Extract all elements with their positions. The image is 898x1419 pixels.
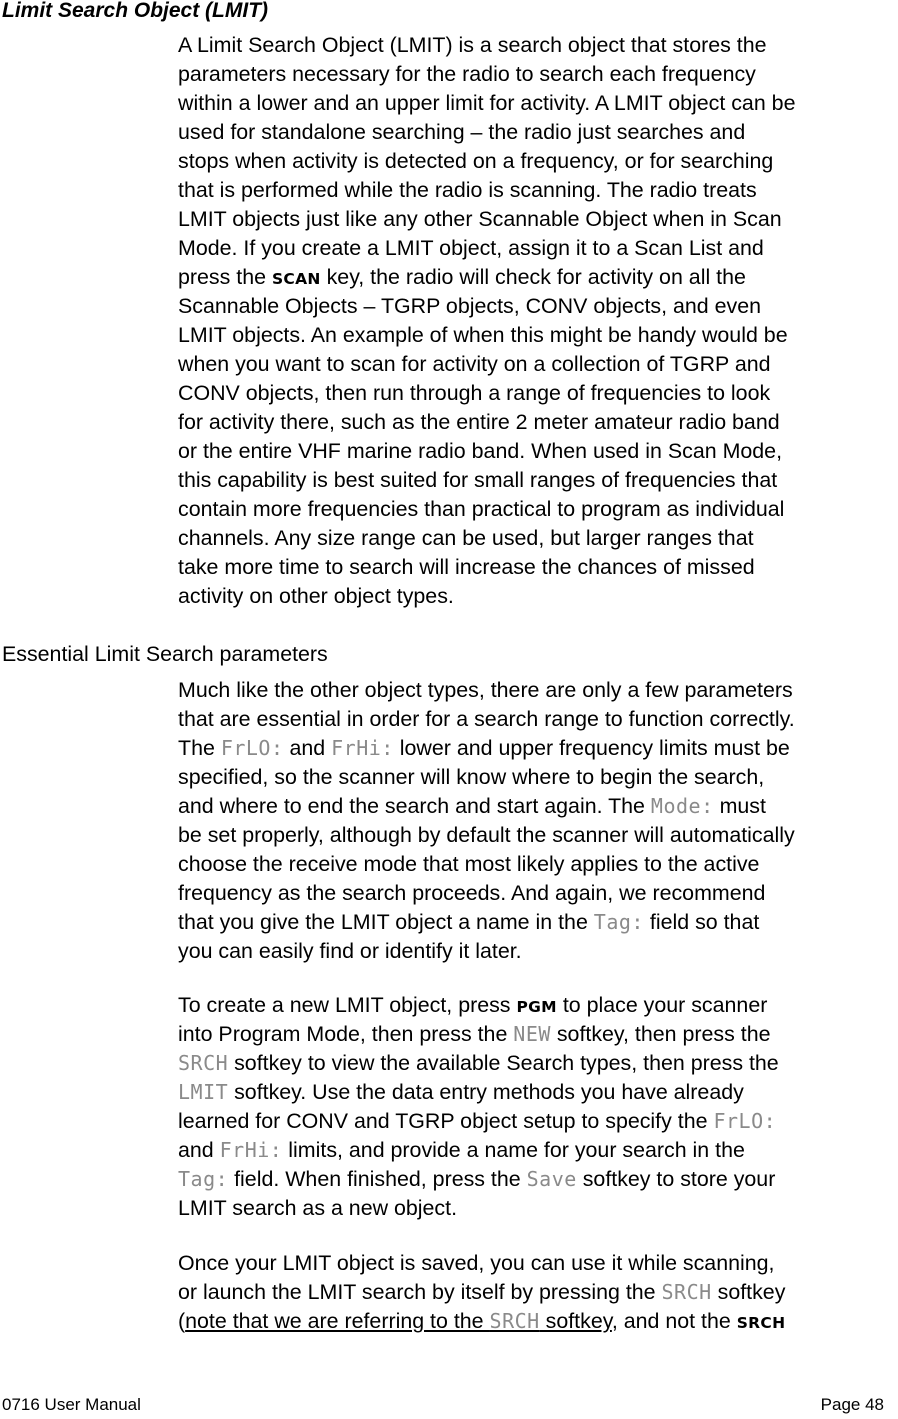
text-run: To create a new LMIT object, press [178, 993, 517, 1017]
mode-field-label: Mode: [650, 794, 714, 818]
lmit-softkey-label: LMIT [178, 1080, 229, 1104]
section-heading: Essential Limit Search parameters [2, 642, 328, 666]
text-line: this capability is best suited for small ranges of frequencies that [178, 468, 778, 492]
text-line [178, 1278, 898, 1307]
text-line: stops when activity is detected on a frequency, or for searching [178, 149, 774, 173]
text-line: CONV objects, then run through a range of frequencies to look [178, 381, 771, 405]
pgm-key-label: PGM [516, 998, 557, 1016]
text-line: choose the receive mode that most likely applies to the active [178, 852, 760, 876]
text-line [178, 1307, 898, 1336]
text-run: key, the radio will check for activity on all the [320, 265, 746, 289]
text-line [178, 263, 898, 292]
text-run: softkey to store your [576, 1167, 776, 1191]
text-line: LMIT objects. An example of when this might be handy would be [178, 323, 788, 347]
text-run: ( [178, 1309, 186, 1333]
text-run: field so that [643, 910, 760, 934]
text-run: to place your scanner [556, 993, 768, 1017]
text-run: into Program Mode, then press the [178, 1022, 514, 1046]
save-softkey-label: Save [526, 1167, 577, 1191]
text-run: field. When finished, press the [228, 1167, 527, 1191]
text-run: and [283, 736, 332, 760]
text-run: lower and upper frequency limits must be [393, 736, 790, 760]
text-line: LMIT search as a new object. [178, 1196, 458, 1220]
text-line [178, 734, 898, 763]
text-line [178, 908, 898, 937]
text-line: A Limit Search Object (LMIT) is a search object that stores the [178, 33, 767, 57]
text-run: softkey. Use the data entry methods you have already [228, 1080, 744, 1104]
footer-manual-name: 0716 User Manual [2, 1395, 141, 1414]
text-line: frequency as the search proceeds. And again, we recommend [178, 881, 766, 905]
frlo-field-label: FrLO: [713, 1109, 777, 1133]
text-line: parameters necessary for the radio to search each frequency [178, 62, 756, 86]
text-line: within a lower and an upper limit for activity. A LMIT object can be [178, 91, 796, 115]
text-run: , and not the [611, 1309, 737, 1333]
srch-softkey-label: SRCH [178, 1051, 229, 1075]
text-line: Scannable Objects – TGRP objects, CONV objects, and even [178, 294, 762, 318]
text-line [178, 1049, 898, 1078]
frhi-field-label: FrHi: [219, 1138, 283, 1162]
text-line [178, 1165, 898, 1194]
page-title: Limit Search Object (LMIT) [2, 0, 269, 22]
text-run: learned for CONV and TGRP object setup to specify the [178, 1109, 714, 1133]
new-softkey-label: NEW [513, 1022, 551, 1046]
text-run: softkey to view the available Search types, then press the [228, 1051, 779, 1075]
text-line: channels. Any size range can be used, but larger ranges that [178, 526, 754, 550]
srch-softkey-label: SRCH [489, 1309, 540, 1333]
text-line: Once your LMIT object is saved, you can use it while scanning, [178, 1251, 775, 1275]
text-line: take more time to search will increase the chances of missed [178, 555, 755, 579]
text-line: LMIT objects just like any other Scannable Object when in Scan [178, 207, 782, 231]
frhi-field-label: FrHi: [331, 736, 394, 760]
text-run: limits, and provide a name for your search in the [282, 1138, 745, 1162]
text-run: softkey, then press the [550, 1022, 771, 1046]
srch-key-label: SRCH [736, 1314, 786, 1332]
text-line: or the entire VHF marine radio band. When used in Scan Mode, [178, 439, 783, 463]
once-paragraph [178, 1249, 898, 1336]
text-line: Much like the other object types, there are only a few parameters [178, 678, 793, 702]
text-line: contain more frequencies than practical to program as individual [178, 497, 785, 521]
text-line [178, 1078, 898, 1107]
scan-key-label: SCAN [271, 270, 321, 288]
text-line: activity on other object types. [178, 584, 454, 608]
underlined-note [185, 1309, 612, 1333]
text-run: note that we are referring to the [185, 1309, 490, 1333]
text-line: Mode. If you create a LMIT object, assign it to a Scan List and [178, 236, 764, 260]
essential-paragraph [178, 676, 898, 966]
text-run: press the [178, 265, 272, 289]
text-run: or launch the LMIT search by itself by pressing the [178, 1280, 662, 1304]
intro-paragraph [178, 31, 898, 611]
text-line [178, 1107, 898, 1136]
footer-page-number: Page 48 [820, 1395, 884, 1414]
text-line: that is performed while the radio is scanning. The radio treats [178, 178, 757, 202]
text-line [178, 991, 898, 1020]
tag-field-label: Tag: [178, 1167, 229, 1191]
srch-softkey-label: SRCH [661, 1280, 712, 1304]
text-line: specified, so the scanner will know where to begin the search, [178, 765, 765, 789]
text-line: used for standalone searching – the radio just searches and [178, 120, 746, 144]
text-line: when you want to scan for activity on a collection of TGRP and [178, 352, 771, 376]
text-run: The [178, 736, 221, 760]
text-run: must [713, 794, 766, 818]
tag-field-label: Tag: [593, 910, 644, 934]
text-run: and where to end the search and start again. The [178, 794, 651, 818]
text-line [178, 1020, 898, 1049]
text-run: and [178, 1138, 220, 1162]
frlo-field-label: FrLO: [220, 736, 284, 760]
text-line [178, 1136, 898, 1165]
text-line: for activity there, such as the entire 2 meter amateur radio band [178, 410, 780, 434]
text-run: that you give the LMIT object a name in the [178, 910, 594, 934]
text-run: softkey [711, 1280, 786, 1304]
text-line: you can easily find or identify it later. [178, 939, 522, 963]
create-paragraph [178, 991, 898, 1223]
text-run: softkey [539, 1309, 612, 1333]
text-line: that are essential in order for a search range to function correctly. [178, 707, 795, 731]
text-line [178, 792, 898, 821]
text-line: be set properly, although by default the scanner will automatically [178, 823, 795, 847]
